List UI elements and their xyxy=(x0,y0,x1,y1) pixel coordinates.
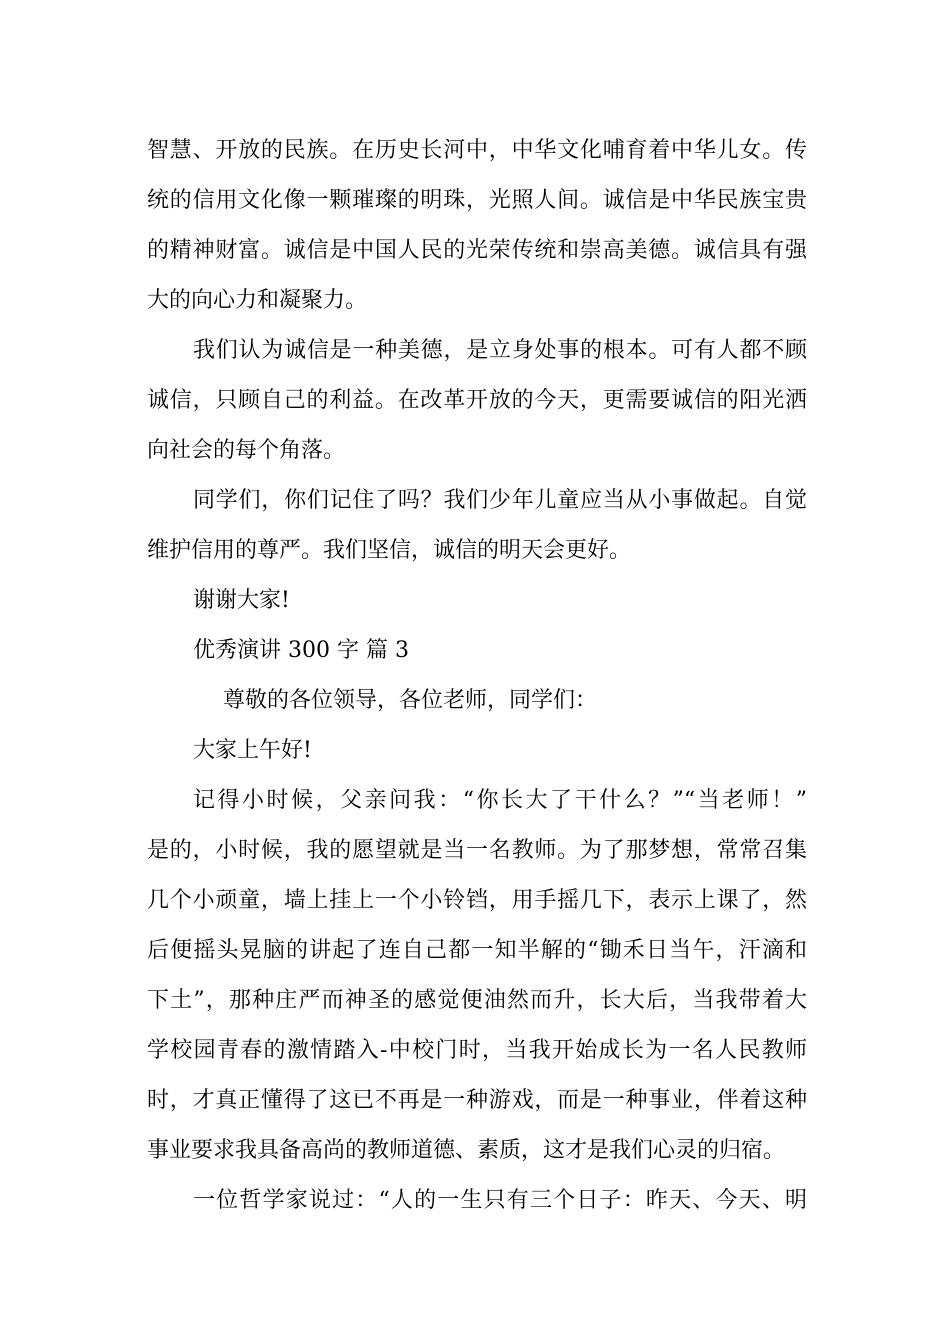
paragraph-line: 诚信，只顾自己的利益。在改革开放的今天，更需要诚信的阳光洒 xyxy=(147,388,807,413)
paragraph-line: 记得小时候，父亲问我：“你长大了干什么？”“当老师！” xyxy=(193,788,807,813)
paragraph-line: 同学们，你们记住了吗？我们少年儿童应当从小事做起。自觉 xyxy=(193,488,807,513)
greeting-line: 大家上午好! xyxy=(193,738,312,763)
paragraph-line: 几个小顽童，墙上挂上一个小铃铛，用手摇几下，表示上课了，然 xyxy=(147,888,807,913)
paragraph-line: 下土”，那种庄严而神圣的感觉便油然而升，长大后，当我带着大 xyxy=(147,988,807,1013)
paragraph-line: 是的，小时候，我的愿望就是当一名教师。为了那梦想，常常召集 xyxy=(147,838,807,863)
closing-line: 谢谢大家! xyxy=(193,588,290,613)
paragraph-line: 学校园青春的激情踏入-中校门时，当我开始成长为一名人民教师 xyxy=(147,1038,807,1063)
paragraph-line: 统的信用文化像一颗璀璨的明珠，光照人间。诚信是中华民族宝贵 xyxy=(147,188,807,213)
paragraph-line: 大的向心力和凝聚力。 xyxy=(147,288,368,313)
paragraph-line: 一位哲学家说过：“人的一生只有三个日子：昨天、今天、明 xyxy=(193,1188,807,1213)
salutation-line: 尊敬的各位领导，各位老师，同学们： xyxy=(223,688,598,713)
paragraph-line: 后便摇头晃脑的讲起了连自己都一知半解的“锄禾日当午，汗滴和 xyxy=(147,938,807,963)
paragraph-line: 向社会的每个角落。 xyxy=(147,438,346,463)
paragraph-line: 维护信用的尊严。我们坚信，诚信的明天会更好。 xyxy=(147,538,632,563)
paragraph-line: 智慧、开放的民族。在历史长河中，中华文化哺育着中华儿女。传 xyxy=(147,138,807,163)
paragraph-line: 事业要求我具备高尚的教师道德、素质，这才是我们心灵的归宿。 xyxy=(147,1138,786,1163)
paragraph-line: 时，才真正懂得了这已不再是一种游戏，而是一种事业，伴着这种 xyxy=(147,1088,807,1113)
section-heading: 优秀演讲 300 字 篇 3 xyxy=(193,638,409,663)
paragraph-line: 的精神财富。诚信是中国人民的光荣传统和崇高美德。诚信具有强 xyxy=(147,238,807,263)
paragraph-line: 我们认为诚信是一种美德，是立身处事的根本。可有人都不顾 xyxy=(193,338,807,363)
